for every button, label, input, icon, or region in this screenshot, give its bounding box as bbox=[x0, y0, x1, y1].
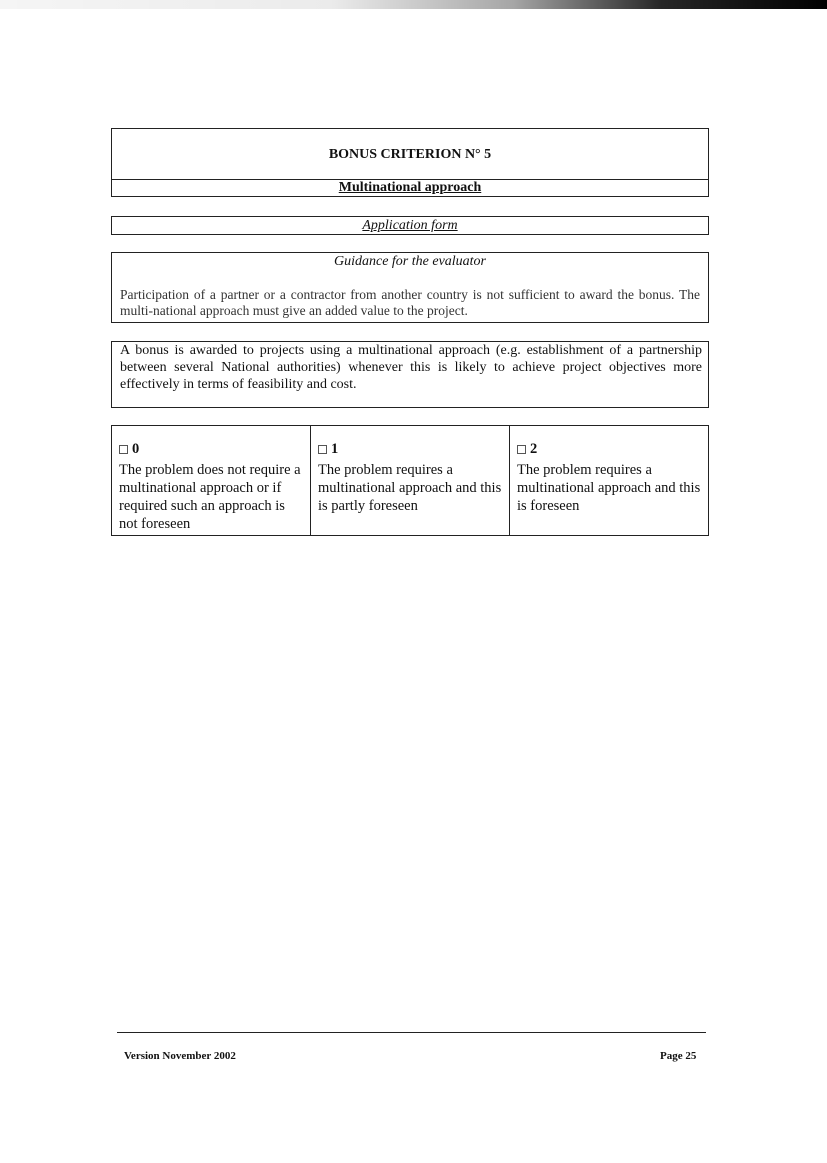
criterion-header-box bbox=[111, 128, 709, 197]
score-description: The problem does not require a multinational approach or if required such an approach is not foreseen bbox=[119, 462, 301, 532]
bonus-description-text: A bonus is awarded to projects using a multinational approach (e.g. establishment of a partnership between several National authorities) whenever this is likely to achieve project objectives more effectively in terms of feasibility and cost. bbox=[120, 343, 702, 392]
application-form-title: Application form bbox=[362, 218, 458, 233]
criterion-title: BONUS CRITERION N° 5 bbox=[328, 147, 492, 162]
criterion-subtitle: Multinational approach bbox=[338, 180, 482, 195]
score-value: 1 bbox=[331, 441, 339, 457]
application-form-box bbox=[111, 216, 709, 235]
evaluator-guidance-text: Participation of a partner or a contractor from another country is not sufficient to award the bonus. The multi-national approach must give an added value to the project. bbox=[120, 287, 700, 318]
score-option-1[interactable] bbox=[310, 426, 509, 535]
score-value: 2 bbox=[530, 441, 538, 457]
bonus-description-box bbox=[111, 341, 709, 408]
score-value: 0 bbox=[132, 441, 140, 457]
footer-page-number: Page 25 bbox=[660, 1050, 697, 1062]
footer-divider bbox=[117, 1032, 706, 1033]
evaluator-guidance-box bbox=[111, 252, 709, 323]
score-description: The problem requires a multinational approach and this is foreseen bbox=[517, 462, 701, 514]
footer-version: Version November 2002 bbox=[124, 1050, 236, 1062]
scan-edge-shadow bbox=[0, 0, 827, 9]
checkbox-icon[interactable] bbox=[119, 445, 128, 454]
score-option-0[interactable] bbox=[112, 426, 310, 535]
score-description: The problem requires a multinational approach and this is partly foreseen bbox=[318, 462, 502, 514]
checkbox-icon[interactable] bbox=[318, 445, 327, 454]
checkbox-icon[interactable] bbox=[517, 445, 526, 454]
score-option-2[interactable] bbox=[509, 426, 708, 535]
evaluator-guidance-title: Guidance for the evaluator bbox=[333, 254, 487, 269]
score-table bbox=[111, 425, 709, 536]
